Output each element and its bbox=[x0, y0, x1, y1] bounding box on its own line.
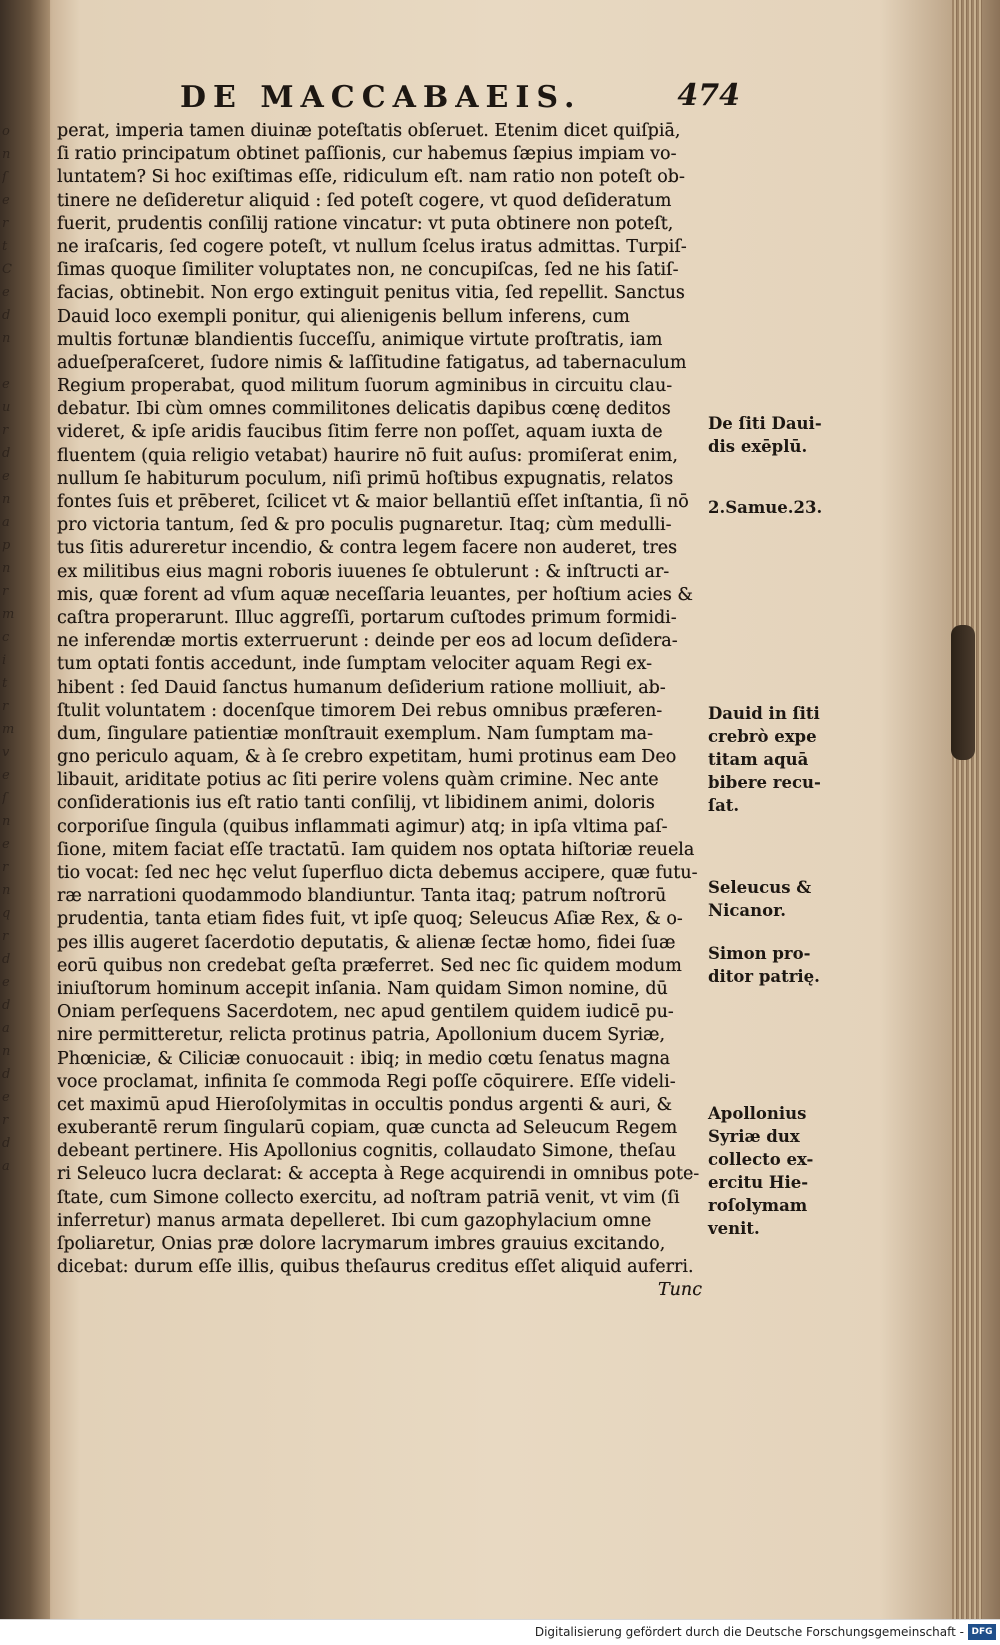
text-line: cet maximū apud Hieroſolymitas in occultis pondus argenti & auri, & bbox=[57, 1094, 673, 1115]
text-line: voce proclamat, infinita ſe commoda Regi poſſe cōquirere. Eſſe videli- bbox=[57, 1071, 676, 1092]
text-line: tus ſitis adureretur incendio, & contra legem facere non auderet, tres bbox=[57, 538, 678, 559]
margin-notes bbox=[708, 120, 823, 1290]
margin-note: Apollonius Syriæ dux collecto ex- ercitu Hie- roſolymam venit. bbox=[708, 1104, 814, 1238]
text-line: corporiſue ſingula (quibus inflammati agimur) atq; in ipſa vltima paſ- bbox=[57, 816, 668, 837]
facing-page-gutter bbox=[0, 0, 50, 1645]
bookmark-ribbon bbox=[951, 625, 975, 760]
text-line: Oniam perſequens Sacerdotem, nec apud gentilem quidem iudicē pu- bbox=[57, 1002, 674, 1023]
text-line: tio vocat: ſed nec hęc velut ſuperfluo dicta debemus accipere, quæ futu- bbox=[57, 863, 698, 883]
text-line: Regium properabat, quod militum ſuorum agminibus in circuitu clau- bbox=[57, 376, 673, 397]
text-line: debeant pertinere. His Apollonius cognitis, collaudato Simone, theſau bbox=[57, 1141, 677, 1162]
digitization-footer bbox=[0, 1619, 1000, 1645]
text-line: adueſperaſceret, ſudore nimis & laſſitudine fatigatus, ad tabernaculum bbox=[57, 352, 687, 373]
text-line: ſione, mitem faciat eſſe tractatū. Iam quidem nos optata hiſtoriæ reuela bbox=[57, 839, 695, 860]
text-line: ſimas quoque ſimiliter voluptates non, ne concupiſcas, ſed ne his ſatiſ- bbox=[57, 260, 679, 281]
text-line: Dauid loco exempli ponitur, qui alienigenis bellum inferens, cum bbox=[57, 306, 630, 327]
text-line: facias, obtinebit. Non ergo extinguit penitus vitia, ſed repellit. Sanctus bbox=[57, 283, 685, 304]
text-line: debatur. Ibi cùm omnes commilitones delicatis dapibus cœnę deditos bbox=[57, 399, 671, 420]
text-line: luntatem? Si hoc exiſtimas eſſe, ridiculum eſt. nam ratio non poteſt ob- bbox=[57, 167, 685, 188]
text-line: ſtate, cum Simone collecto exercitu, ad noſtram patriā venit, vt vim (ſi bbox=[57, 1187, 680, 1208]
dfg-logo-icon: DFG bbox=[968, 1624, 996, 1640]
text-line: ne iraſcaris, ſed cogere poteſt, vt nullum ſcelus iratus admittas. Turpiſ- bbox=[57, 236, 687, 257]
text-line: conſiderationis ius eſt ratio tanti conſilij, vt libidinem animi, doloris bbox=[57, 793, 655, 814]
text-line: ne inferendæ mortis exterruerunt : deinde per eos ad locum deſidera- bbox=[57, 631, 678, 652]
text-line: fuerit, prudentis conſilij ratione vincatur: vt puta obtinere non poteſt, bbox=[57, 213, 674, 234]
main-text-block bbox=[57, 120, 702, 1301]
catchword: Tunc bbox=[657, 1280, 702, 1301]
text-line: pes illis augeret ſacerdotio deputatis, & alienæ ſectæ homo, fidei ſuæ bbox=[57, 932, 676, 953]
text-line: videret, & ipſe aridis faucibus ſitim ferre non poſſet, aquam iuxta de bbox=[57, 422, 663, 443]
text-line: iniuſtorum hominum accepit inſania. Nam quidam Simon nomine, dū bbox=[57, 978, 668, 999]
text-line: mis, quæ forent ad vſum aquæ neceſſaria leuantes, per hoſtium acies & bbox=[57, 584, 693, 605]
text-line: fluentem (quia religio vetabat) haurire nō fuit auſus: promiſerat enim, bbox=[57, 445, 678, 466]
text-line: gno periculo aquam, & à ſe crebro expetitam, humi protinus eam Deo bbox=[57, 747, 677, 768]
text-line: nullum ſe habiturum poculum, niſi primū hoſtibus expugnatis, relatos bbox=[57, 468, 674, 489]
footer-credit: Digitalisierung gefördert durch die Deutsche Forschungsgemeinschaft - bbox=[534, 1625, 964, 1639]
text-line: prudentia, tanta etiam fides fuit, vt ipſe quoq; Seleucus Aſiæ Rex, & o- bbox=[57, 909, 683, 930]
text-line: fontes ſuis et prēberet, ſcilicet vt & maior bellantiū eſſet inſtantia, ſi nō bbox=[57, 492, 689, 512]
text-line: eorū quibus non credebat geſta præferret. Sed nec ſic quidem modum bbox=[57, 955, 682, 976]
margin-note: Simon pro- ditor patrię. bbox=[708, 944, 820, 986]
text-line: nire permitteretur, relicta protinus patria, Apollonium ducem Syriæ, bbox=[57, 1025, 666, 1046]
margin-note: Seleucus & Nicanor. bbox=[708, 878, 812, 920]
facing-page-fragments: o n ſ e r t C e d n e u r d e n a p n r m c i t r m v e ſ n e r n q r d e d a n d e r d a bbox=[2, 124, 15, 1174]
page-number: 474 bbox=[677, 78, 740, 113]
text-line: Phœniciæ, & Ciliciæ conuocauit : ibiq; in medio cœtu ſenatus magna bbox=[57, 1048, 671, 1069]
text-line: ri Seleuco lucra declarat: & accepta à Rege acquirendi in omnibus pote- bbox=[57, 1164, 700, 1185]
text-line: libauit, ariditate potius ac ſiti perire volens quàm crimine. Nec ante bbox=[57, 770, 659, 791]
text-line: ræ narrationi quodammodo blandiuntur. Tanta itaq; patrum noſtrorū bbox=[57, 886, 667, 907]
page-title: DE MACCABAEIS. bbox=[180, 80, 582, 115]
text-line: tum optati fontis accedunt, inde ſumptam velociter aquam Regi ex- bbox=[57, 654, 653, 675]
page-fore-edge bbox=[952, 0, 982, 1645]
text-line: multis fortunæ blandientis ſucceſſu, animique virtute proſtratis, iam bbox=[57, 329, 663, 350]
text-line: hibent : ſed Dauid ſanctus humanum deſiderium ratione molliuit, ab- bbox=[57, 677, 666, 698]
margin-note: 2.Samue.23. bbox=[708, 498, 823, 517]
margin-note: De ſiti Daui- dis exēplū. bbox=[708, 414, 822, 456]
text-line: ſi ratio principatum obtinet paſſionis, cur habemus ſæpius impiam vo- bbox=[57, 144, 677, 165]
text-line: exuberantē rerum ſingularū copiam, quæ cuncta ad Seleucum Regem bbox=[57, 1118, 678, 1139]
text-line: dicebat: durum eſſe illis, quibus theſaurus creditus eſſet aliquid auferri. bbox=[57, 1257, 694, 1278]
text-line: dum, ſingulare patientiæ monſtrauit exemplum. Nam ſumptam ma- bbox=[57, 723, 654, 744]
text-line: ſtulit voluntatem : docenſque timorem Dei rebus omnibus præferen- bbox=[57, 700, 663, 721]
text-line: ex militibus eius magni roboris iuuenes ſe obtulerunt : & inſtructi ar- bbox=[57, 561, 670, 582]
text-line: inferretur) manus armata depelleret. Ibi cum gazophylacium omne bbox=[57, 1210, 652, 1231]
margin-note: Dauid in ſiti crebrò expe titam aquā bibere recu- ſat. bbox=[708, 704, 821, 815]
text-line: ſpoliaretur, Onias præ dolore lacrymarum imbres grauius excitando, bbox=[57, 1234, 666, 1254]
text-line: tinere ne deſideretur aliquid : ſed poteſt cogere, vt quod deſideratum bbox=[57, 190, 672, 211]
text-line: caſtra properarunt. Illuc aggreſſi, portarum cuſtodes primum formidi- bbox=[57, 607, 677, 628]
text-line: pro victoria tantum, ſed & pro poculis pugnaretur. Itaq; cùm medulli- bbox=[57, 515, 672, 536]
text-line: perat, imperia tamen diuinæ poteſtatis obſeruet. Etenim dicet quiſpiā, bbox=[57, 121, 681, 141]
